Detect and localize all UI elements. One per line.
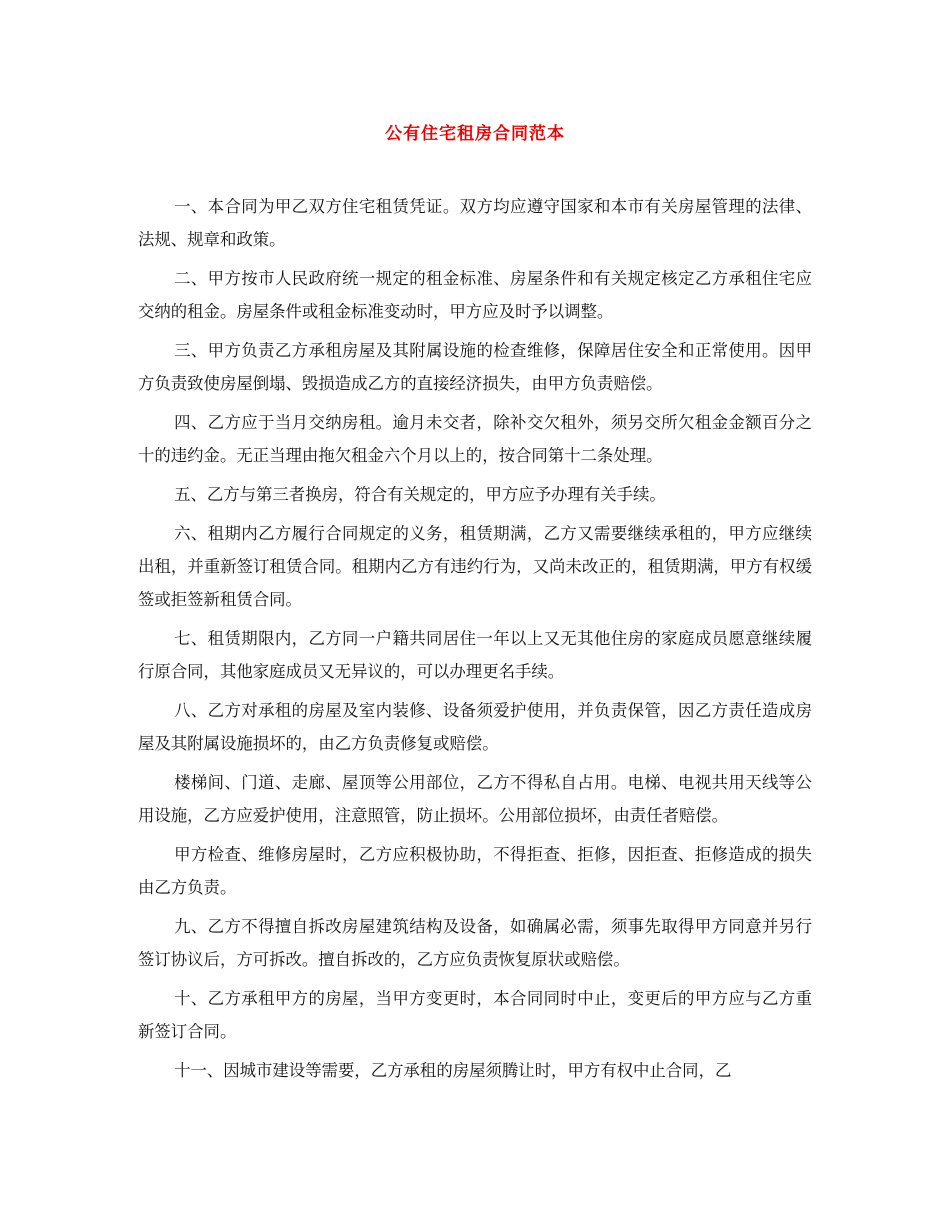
paragraph-5: 五、乙方与第三者换房，符合有关规定的，甲方应予办理有关手续。 [174,485,666,504]
paragraph-12: 十、乙方承租甲方的房屋，当甲方变更时，本合同同时中止，变更后的甲方应与乙方重新签订合同。 [138,989,812,1041]
paragraph-8: 八、乙方对承租的房屋及室内装修、设备须爱护使用，并负责保管，因乙方责任造成房屋及其附属设施损坏的，由乙方负责修复或赔偿。 [138,701,812,753]
paragraph-3: 三、甲方负责乙方承租房屋及其附属设施的检查维修，保障居住安全和正常使用。因甲方负责致使房屋倒塌、毁损造成乙方的直接经济损失，由甲方负责赔偿。 [138,341,812,393]
document-body [138,190,812,1093]
paragraph-10: 甲方检查、维修房屋时，乙方应积极协助，不得拒查、拒修，因拒查、拒修造成的损失由乙方负责。 [138,845,812,897]
paragraph-7: 七、租赁期限内，乙方同一户籍共同居住一年以上又无其他住房的家庭成员愿意继续履行原合同，其他家庭成员又无异议的，可以办理更名手续。 [138,629,812,681]
paragraph-13: 十一、因城市建设等需要，乙方承租的房屋须腾让时，甲方有权中止合同，乙 [174,1061,732,1080]
paragraph-6: 六、租期内乙方履行合同规定的义务，租赁期满，乙方又需要继续承租的，甲方应继续出租，并重新签订租赁合同。租期内乙方有违约行为，又尚未改正的，租赁期满，甲方有权缓签或拒签新租赁合同。 [138,524,812,609]
paragraph-9: 楼梯间、门道、走廊、屋顶等公用部位，乙方不得私自占用。电梯、电视共用天线等公用设施，乙方应爱护使用，注意照管，防止损坏。公用部位损坏，由责任者赔偿。 [138,773,812,825]
paragraph-11: 九、乙方不得擅自拆改房屋建筑结构及设备，如确属必需，须事先取得甲方同意并另行签订协议后，方可拆改。擅自拆改的，乙方应负责恢复原状或赔偿。 [138,917,812,969]
paragraph-1: 一、本合同为甲乙双方住宅租赁凭证。双方均应遵守国家和本市有关房屋管理的法律、法规、规章和政策。 [138,197,812,249]
paragraph-2: 二、甲方按市人民政府统一规定的租金标准、房屋条件和有关规定核定乙方承租住宅应交纳的租金。房屋条件或租金标准变动时，甲方应及时予以调整。 [138,269,812,321]
document-title: 公有住宅租房合同范本 [385,124,565,144]
paragraph-4: 四、乙方应于当月交纳房租。逾月未交者，除补交欠租外，须另交所欠租金金额百分之十的违约金。无正当理由拖欠租金六个月以上的，按合同第十二条处理。 [138,413,812,465]
